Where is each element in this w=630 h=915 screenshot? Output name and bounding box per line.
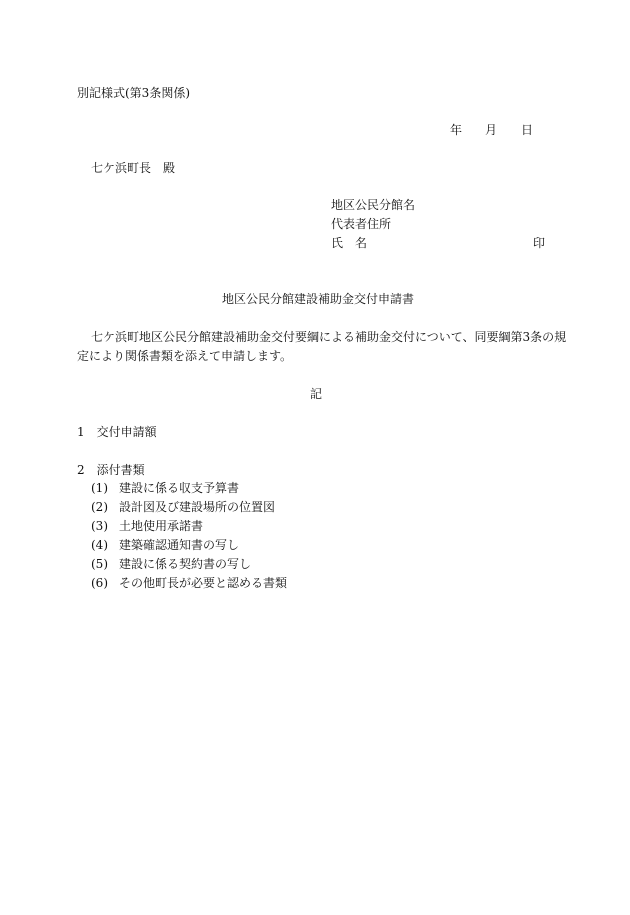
name-label: 氏 名 — [331, 236, 368, 250]
representative-address-label: 代表者住所 — [331, 217, 392, 231]
date-month: 月 — [485, 123, 498, 137]
addressee: 七ケ浜町長 殿 — [91, 161, 176, 175]
list-item — [91, 482, 239, 494]
list-item — [91, 577, 287, 589]
body-line-2: 定により関係書類を添えて申請します。 — [77, 349, 293, 363]
list-item-text: 土地使用承諾書 — [119, 519, 204, 533]
hall-name-label: 地区公民分館名 — [331, 198, 416, 212]
date-year: 年 — [450, 123, 463, 137]
form-label: 別記様式(第3条関係) — [77, 86, 190, 100]
list-item — [91, 558, 251, 570]
list-item — [91, 501, 275, 513]
date-day: 日 — [521, 123, 534, 137]
list-item-number: (4) — [91, 538, 108, 552]
list-item-text: 建築確認通知書の写し — [119, 538, 240, 552]
list-item-number: (5) — [91, 557, 108, 571]
list-item-text: その他町長が必要と認める書類 — [119, 576, 288, 590]
list-item-number: (6) — [91, 576, 108, 590]
list-item-text: 建設に係る契約書の写し — [119, 557, 252, 571]
body-line-1: 七ケ浜町地区公民分館建設補助金交付要綱による補助金交付について、同要綱第3条の規 — [91, 330, 567, 344]
list-item — [91, 520, 203, 532]
section-1-application-amount: 1 交付申請額 — [77, 425, 157, 439]
list-item-text: 建設に係る収支予算書 — [119, 481, 240, 495]
list-item — [91, 539, 239, 551]
list-item-number: (2) — [91, 500, 108, 514]
ki-marker: 記 — [310, 387, 323, 401]
document-title: 地区公民分館建設補助金交付申請書 — [222, 292, 415, 306]
list-item-number: (1) — [91, 481, 108, 495]
list-item-number: (3) — [91, 519, 108, 533]
list-item-text: 設計図及び建設場所の位置図 — [119, 500, 276, 514]
seal-label: 印 — [533, 236, 546, 250]
section-2-attachments: 2 添付書類 — [77, 463, 145, 477]
